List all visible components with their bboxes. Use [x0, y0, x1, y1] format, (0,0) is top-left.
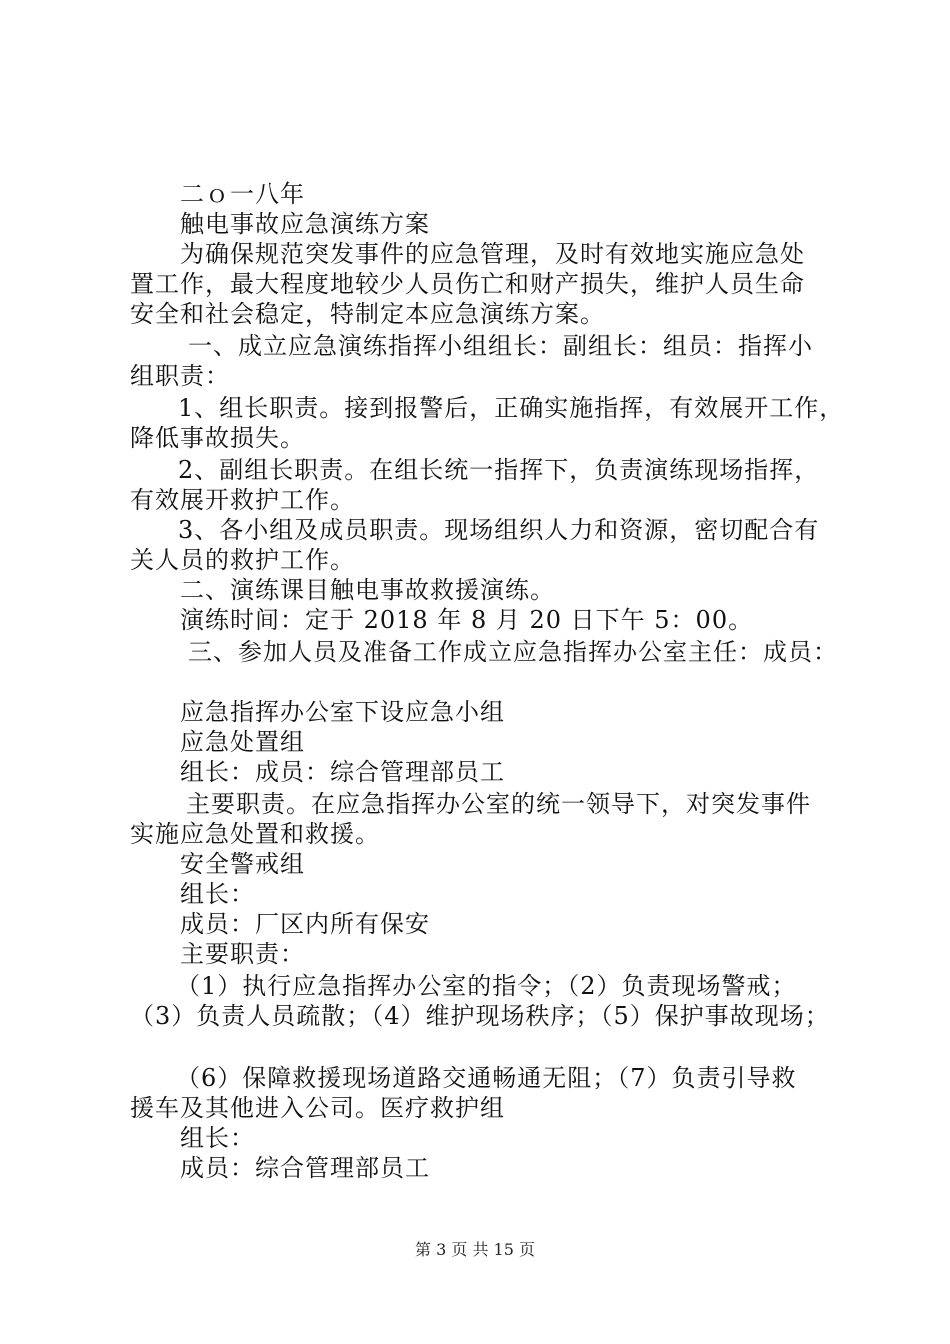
list-item: 1、组长职责。接到报警后，正确实施指挥，有效展开工作，	[178, 394, 845, 422]
paragraph-line: 关人员的救护工作。	[130, 546, 355, 574]
duty-list-line: （3）负责人员疏散；（4）维护现场秩序；（5）保护事故现场；	[130, 1002, 830, 1030]
year-line: 二ｏ一八年	[180, 180, 305, 208]
paragraph-line: 降低事故损失。	[130, 424, 305, 452]
paragraph-line: 主要职责。在应急指挥办公室的统一领导下，对突发事件	[186, 790, 811, 818]
paragraph-line: 组长：	[180, 880, 255, 908]
paragraph-line: 组长：成员：综合管理部员工	[180, 758, 505, 786]
paragraph-line: 组长：	[180, 1124, 255, 1152]
paragraph-line: 成员：综合管理部员工	[180, 1154, 430, 1182]
paragraph-line: 置工作，最大程度地较少人员伤亡和财产损失，维护人员生命	[130, 270, 805, 298]
paragraph-line: 援车及其他进入公司。医疗救护组	[130, 1094, 505, 1122]
paragraph-line: 实施应急处置和救援。	[130, 820, 380, 848]
duty-list-line: （6）保障救援现场道路交通畅通无阻；（7）负责引导救	[176, 1064, 797, 1092]
section-heading: 一、成立应急演练指挥小组组长：副组长：组员：指挥小	[188, 332, 813, 360]
paragraph-line: 应急指挥办公室下设应急小组	[180, 698, 505, 726]
paragraph-line: 安全和社会稳定，特制定本应急演练方案。	[130, 300, 605, 328]
drill-time: 演练时间：定于 2018 年 8 月 20 日下午 5：00。	[180, 606, 754, 634]
document-title: 触电事故应急演练方案	[180, 210, 430, 238]
paragraph-line: 有效展开救护工作。	[130, 486, 355, 514]
paragraph-line: 主要职责：	[180, 940, 305, 968]
page-number-footer: 第 3 页 共 15 页	[415, 1240, 535, 1259]
list-item: 3、各小组及成员职责。现场组织人力和资源，密切配合有	[178, 516, 820, 544]
paragraph-line: 为确保规范突发事件的应急管理，及时有效地实施应急处	[180, 240, 805, 268]
duty-list-line: （1）执行应急指挥办公室的指令；（2）负责现场警戒；	[176, 972, 797, 1000]
paragraph-line: 成员：厂区内所有保安	[180, 910, 430, 938]
paragraph-line: 组职责：	[130, 362, 230, 390]
section-heading: 三、参加人员及准备工作成立应急指挥办公室主任：成员：	[188, 638, 838, 666]
group-heading: 应急处置组	[180, 728, 305, 756]
section-heading: 二、演练课目触电事故救援演练。	[180, 576, 555, 604]
group-heading: 安全警戒组	[180, 850, 305, 878]
list-item: 2、副组长职责。在组长统一指挥下，负责演练现场指挥，	[178, 456, 820, 484]
